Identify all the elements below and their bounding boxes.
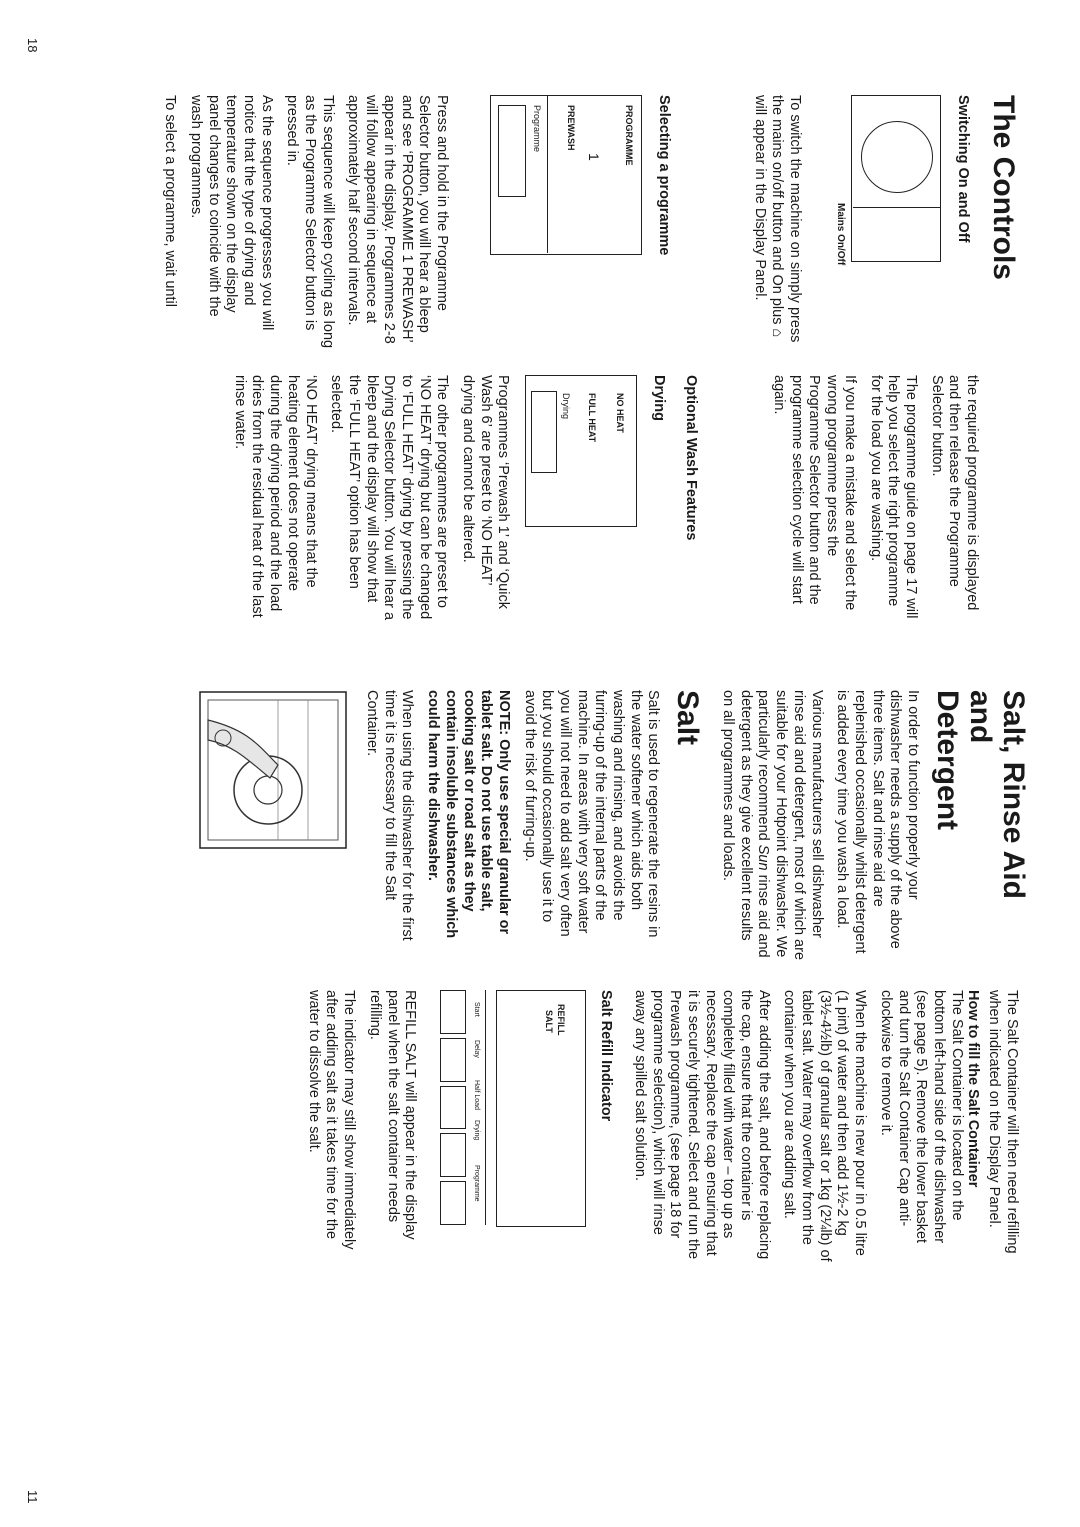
fill-p1: The Salt Container is located on the bottom left-hand side of the dishwasher (see page 5). Remove the lower basket and turn the Salt Container Cap anti-clockwise to remove it. xyxy=(877,990,965,1244)
programme-button-label: Programme xyxy=(531,105,542,153)
panel-button-delay xyxy=(440,1038,466,1082)
fill-p3: After adding the salt, and before replacing the cap, ensure that the container is completely filled with water – top up as necessary. Replace the cap ensuring that it is securely tightened. Select and run the Prewash programme, (see page 18 for programme selection), which will rinse away any spilled salt solution. xyxy=(631,990,772,1260)
mains-button-separator xyxy=(853,207,941,208)
fill-heading: How to fill the Salt Container xyxy=(964,990,981,1188)
panel-button-start xyxy=(440,990,466,1034)
programme-display-divider xyxy=(547,95,548,253)
col3-p1: The Salt Container will then need refilling when indicated on the Display Panel. xyxy=(986,990,1020,1254)
drying-display xyxy=(517,375,637,625)
intro-p2-a: Various manufacturers sell dishwasher rinse aid and detergent, most of which are suitable for your Hotpoint dishwasher. We particularly recommend xyxy=(755,690,825,961)
salt-container-illustration xyxy=(198,690,348,850)
fill-p2: When the machine is new pour in 0.5 litre (1 pint) of water and then add 1½-2 kg (3½-4½lb) of granular salt or 1kg (2¼lb) of tablet salt. Water may overflow from the container when you are adding salt. xyxy=(781,990,869,1262)
drying-p3: ‘NO HEAT’ drying means that the heating element does not operate during the drying period and the load dries from the residual heat of the last rinse water. xyxy=(231,375,319,618)
panel-button-label-drying: Drying xyxy=(473,1120,481,1141)
panel-button-programme xyxy=(440,1181,466,1225)
indicator-p1: REFILL SALT will appear in the display panel when the salt container needs refilling. xyxy=(366,990,419,1240)
salt-col-1 xyxy=(198,690,1030,960)
left-page-number: 18 xyxy=(25,38,40,53)
programme-display xyxy=(472,95,642,350)
mains-label: Mains On/Off xyxy=(835,203,846,266)
refill-display-line2: SALT xyxy=(544,1010,555,1033)
controls-col-1 xyxy=(161,95,1020,350)
salt-heading: Salt xyxy=(671,690,705,746)
refill-salt-panel xyxy=(426,990,586,1265)
intro-p1: In order to function properly your dishwasher needs a supply of the above three items. Salt and rinse aid are replenished occasionally whilst detergent is added every time you wash a load. xyxy=(834,690,921,954)
selecting-p1: Press and hold in the Programme Selector button, you will hear a bleep and see ‘PROGRAMME 1 PREWASH’ appear in the display. Programmes 2-8 will follow appearing in sequence at approximately half second intervals. xyxy=(345,95,450,344)
salt-title-line1: Salt, Rinse Aid and xyxy=(964,690,1030,899)
programme-button xyxy=(498,105,526,197)
intro-p2-brand: Sun xyxy=(755,844,772,871)
programme-display-line2: 1 xyxy=(585,153,602,161)
switching-heading: Switching On and Off xyxy=(955,95,971,243)
optional-heading: Optional Wash Features xyxy=(683,375,700,541)
controls-title: The Controls xyxy=(987,95,1020,280)
panel-button-label-half-load: Half Load xyxy=(473,1080,481,1110)
selecting-p6: The programme guide on page 17 will help you select the right programme for the load you are washing. xyxy=(867,375,919,619)
panel-button-drying xyxy=(440,1133,466,1177)
drying-button-label: Drying xyxy=(561,393,572,420)
salt-col-2 xyxy=(304,990,1020,1265)
selecting-p2: This sequence will keep cycling as long as the Programme Selector button is pressed in. xyxy=(284,95,336,349)
panel-button-half-load xyxy=(440,1086,466,1130)
selecting-p3: As the sequence progresses you will notice that the type of drying and temperature shown on the display panel changes to coincide with the wash programmes. xyxy=(188,95,275,331)
salt-title-line2: Detergent xyxy=(931,690,964,831)
programme-display-line1: PROGRAMME xyxy=(623,105,634,166)
salt-note: NOTE: Only use special granular or tablet salt. Do not use table salt, cooking salt or road salt as they contain insoluble substances which could harm the dishwasher. xyxy=(425,690,512,939)
panel-button-label-programme: Programme xyxy=(473,1165,481,1202)
indicator-heading: Salt Refill Indicator xyxy=(598,990,615,1122)
drying-display-line2: FULL HEAT xyxy=(587,393,598,443)
intro-p2-b: rinse aid and detergent as they give excellent results on all programmes and loads. xyxy=(720,690,772,958)
switching-text: To switch the machine on simply press the mains on/off button and On plus ⌂ will appear in the Display Panel. xyxy=(751,95,803,343)
selecting-p7: If you make a mistake and select the wrong programme press the Programme Selector button and the programme selection cycle will start again. xyxy=(771,375,858,611)
refill-display-line1: REFILL xyxy=(556,1004,567,1036)
right-page-number: 11 xyxy=(25,1490,40,1504)
salt-p2: When using the dishwasher for the first time it is necessary to fill the Salt Container. xyxy=(364,690,416,941)
panel-button-label-delay: Delay xyxy=(473,1040,481,1058)
salt-p1: Salt is used to regenerate the resins in the water softener which aids both washing and rinsing, and avoids the furring-up of the internal parts of the machine. In areas with very soft water you will not need to add salt very often but you should occasionally use it to avoid the risk of furring-up. xyxy=(521,690,662,938)
refill-display-frame xyxy=(496,990,586,1227)
indicator-p2: The indicator may still show immediately after adding salt as it takes time for the water to dissolve the salt. xyxy=(305,990,358,1250)
drying-p2: The other programmes are preset to ‘NO HEAT’ drying but can be changed to ‘FULL HEAT’ drying by pressing the Drying Selector button. You will hear a bleep and the display will show that the ‘FULL HEAT’ option has been selected. xyxy=(328,375,451,621)
drying-p1: Programmes ‘Prewash 1’ and ‘Quick Wash 6’ are preset to ‘NO HEAT’ drying and cannot be altered. xyxy=(460,375,512,609)
programme-display-line3: PREWASH xyxy=(565,105,576,151)
selecting-p4: To select a programme, wait until xyxy=(162,95,179,307)
drying-subheading: Drying xyxy=(651,375,668,421)
panel-button-row xyxy=(440,990,466,1225)
selecting-heading: Selecting a programme xyxy=(655,95,672,256)
mains-panel xyxy=(831,95,941,350)
panel-divider xyxy=(485,990,486,1225)
drying-button xyxy=(531,391,557,473)
mains-button-icon xyxy=(861,121,933,193)
intro-p2 xyxy=(718,690,824,960)
selecting-p5: the required programme is displayed and then release the Programme Selector button. xyxy=(928,375,980,611)
controls-col-2 xyxy=(230,375,980,625)
drying-display-line1: NO HEAT xyxy=(615,393,626,433)
panel-button-label-start: Start xyxy=(473,1002,481,1017)
